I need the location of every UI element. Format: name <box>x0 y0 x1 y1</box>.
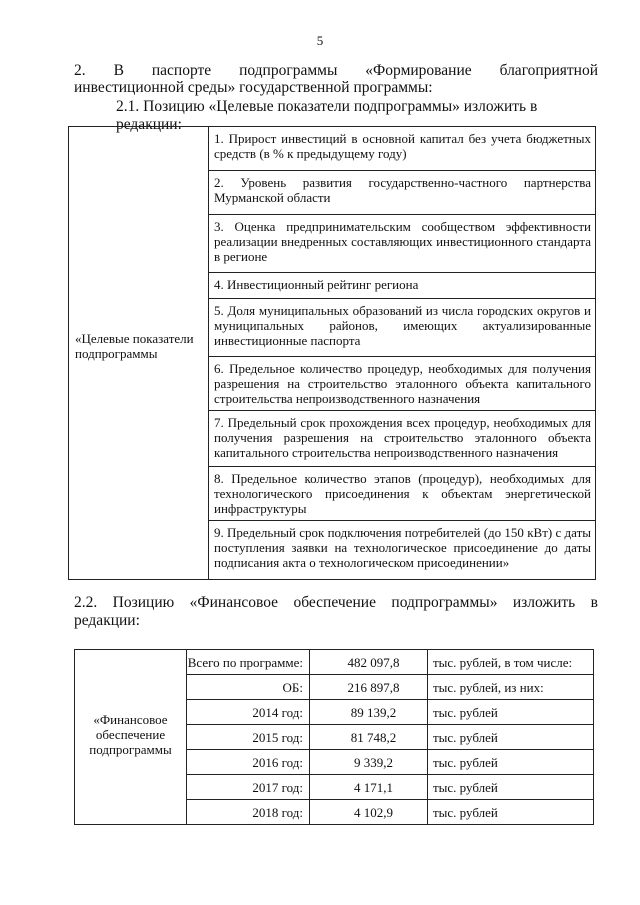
section-2-line-1: 2. В паспорте подпрограммы «Формирование благоприятной <box>74 62 598 79</box>
financing-row-label: 2016 год: <box>187 750 310 774</box>
financing-row-unit: тыс. рублей, из них: <box>433 680 544 695</box>
indicator-row: 1. Прирост инвестиций в основной капитал без учета бюджетных средств (в % к предыдущему году) <box>209 127 595 171</box>
financing-table <box>74 649 594 825</box>
financing-label: «Финансовое обеспечение подпрограммы <box>89 712 172 757</box>
indicator-row: 4. Инвестиционный рейтинг региона <box>209 273 595 299</box>
indicator-row: 6. Предельное количество процедур, необходимых для получения разрешения на строительство эталонного объекта капитального строительства непроизводственного назначения <box>209 357 595 411</box>
financing-row <box>187 725 593 750</box>
target-indicators-list <box>209 127 595 579</box>
financing-row-unit: тыс. рублей <box>433 755 498 770</box>
financing-row <box>187 675 593 700</box>
indicator-row: 9. Предельный срок подключения потребителей (до 150 кВт) с даты поступления заявки на технологическое присоединение до даты подписания акта о технологическом присоединении» <box>214 525 591 570</box>
financing-row <box>187 700 593 725</box>
indicator-row: 5. Доля муниципальных образований из числа городских округов и муниципальных районов, имеющих актуализированные инвестиционные паспорта <box>209 299 595 357</box>
indicator-row: 3. Оценка предпринимательским сообществом эффективности реализации внедренных составляющих инвестиционного стандарта в регионе <box>209 215 595 273</box>
financing-row-unit: тыс. рублей, в том числе: <box>433 655 573 670</box>
financing-row <box>187 650 593 675</box>
section-2-2-line-1: 2.2. Позицию «Финансовое обеспечение подпрограммы» изложить в <box>74 594 598 611</box>
financing-row-label: 2017 год: <box>187 775 310 799</box>
financing-row-amount: 4 102,9 <box>310 800 428 824</box>
section-2-1-heading: 2.1. Позицию «Целевые показатели подпрограммы» изложить в редакции: <box>116 98 538 133</box>
target-indicators-table <box>68 126 596 580</box>
financing-row-label: 2014 год: <box>187 700 310 724</box>
financing-row-label: ОБ: <box>187 675 310 699</box>
financing-row-amount: 4 171,1 <box>310 775 428 799</box>
financing-row-label: 2018 год: <box>187 800 310 824</box>
indicator-row: 8. Предельное количество этапов (процедур), необходимых для технологического присоединения к объектам энергетической инфраструктуры <box>209 467 595 521</box>
financing-row-unit: тыс. рублей <box>433 780 498 795</box>
indicator-row: 7. Предельный срок прохождения всех процедур, необходимых для получения разрешения на строительство эталонного объекта капитального строительства непроизводственного назначения <box>209 411 595 467</box>
indicator-row: 2. Уровень развития государственно-частного партнерства Мурманской области <box>209 171 595 215</box>
financing-label-cell <box>75 650 187 824</box>
financing-row-label: Всего по программе: <box>187 650 310 674</box>
section-2-line-2: инвестиционной среды» государственной программы: <box>74 79 433 96</box>
target-indicators-label-cell <box>69 127 209 579</box>
financing-row-amount: 216 897,8 <box>310 675 428 699</box>
financing-row-amount: 89 139,2 <box>310 700 428 724</box>
financing-row <box>187 750 593 775</box>
financing-row <box>187 775 593 800</box>
financing-row-amount: 482 097,8 <box>310 650 428 674</box>
financing-row-amount: 81 748,2 <box>310 725 428 749</box>
financing-row-unit: тыс. рублей <box>433 705 498 720</box>
target-indicators-label: «Целевые показатели подпрограммы <box>75 331 194 361</box>
financing-row-unit: тыс. рублей <box>433 730 498 745</box>
financing-row-unit: тыс. рублей <box>433 805 498 820</box>
financing-row <box>187 800 593 824</box>
financing-row-amount: 9 339,2 <box>310 750 428 774</box>
financing-row-label: 2015 год: <box>187 725 310 749</box>
section-2-2-line-2: редакции: <box>74 612 140 629</box>
page-number: 5 <box>316 33 324 48</box>
